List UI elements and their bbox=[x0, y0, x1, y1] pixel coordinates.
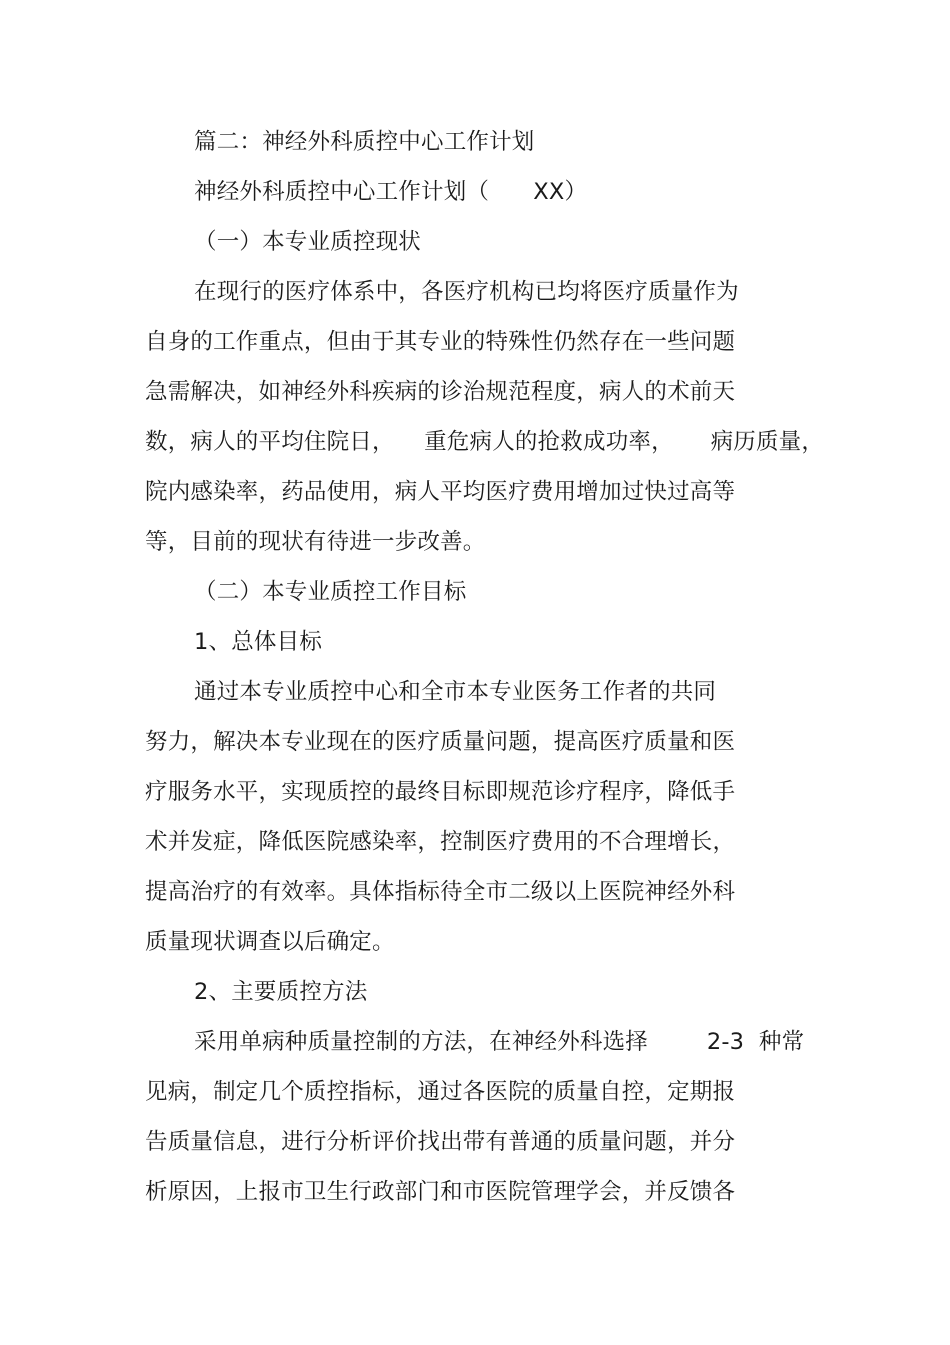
heading-current-status: （一）本专业质控现状 bbox=[194, 229, 422, 255]
paragraph-line: 见病，制定几个质控指标，通过各医院的质量自控，定期报 bbox=[145, 1079, 736, 1105]
plan-title: 神经外科质控中心工作计划（ XX） bbox=[194, 179, 588, 205]
paragraph-line: 等，目前的现状有待进一步改善。 bbox=[145, 529, 486, 555]
paragraph-line: 疗服务水平，实现质控的最终目标即规范诊疗程序，降低手 bbox=[145, 779, 736, 805]
heading-work-goals: （二）本专业质控工作目标 bbox=[194, 579, 467, 605]
paragraph-line: 院内感染率，药品使用，病人平均医疗费用增加过快过高等 bbox=[145, 479, 736, 505]
paragraph-line: 急需解决，如神经外科疾病的诊治规范程度，病人的术前天 bbox=[145, 379, 736, 405]
subheading-main-methods: 2、主要质控方法 bbox=[194, 979, 368, 1005]
paragraph-line: 析原因，上报市卫生行政部门和市医院管理学会，并反馈各 bbox=[145, 1179, 736, 1205]
paragraph-line: 自身的工作重点，但由于其专业的特殊性仍然存在一些问题 bbox=[145, 329, 736, 355]
paragraph-line: 质量现状调查以后确定。 bbox=[145, 929, 395, 955]
paragraph-line: 告质量信息，进行分析评价找出带有普通的质量问题，并分 bbox=[145, 1129, 736, 1155]
paragraph-line: 术并发症，降低医院感染率，控制医疗费用的不合理增长， bbox=[145, 829, 736, 855]
paragraph-line: 通过本专业质控中心和全市本专业医务工作者的共同 bbox=[194, 679, 717, 705]
paragraph-line: 在现行的医疗体系中，各医疗机构已均将医疗质量作为 bbox=[194, 279, 739, 305]
paragraph-line: 采用单病种质量控制的方法，在神经外科选择 2-3 种常 bbox=[194, 1029, 805, 1055]
subheading-overall-goal: 1、总体目标 bbox=[194, 629, 323, 655]
paragraph-line: 努力，解决本专业现在的医疗质量问题，提高医疗质量和医 bbox=[145, 729, 736, 755]
paragraph-line: 提高治疗的有效率。具体指标待全市二级以上医院神经外科 bbox=[145, 879, 736, 905]
paragraph-line: 数，病人的平均住院日， 重危病人的抢救成功率， 病历质量， bbox=[145, 429, 825, 455]
section-title: 篇二：神经外科质控中心工作计划 bbox=[194, 129, 535, 155]
